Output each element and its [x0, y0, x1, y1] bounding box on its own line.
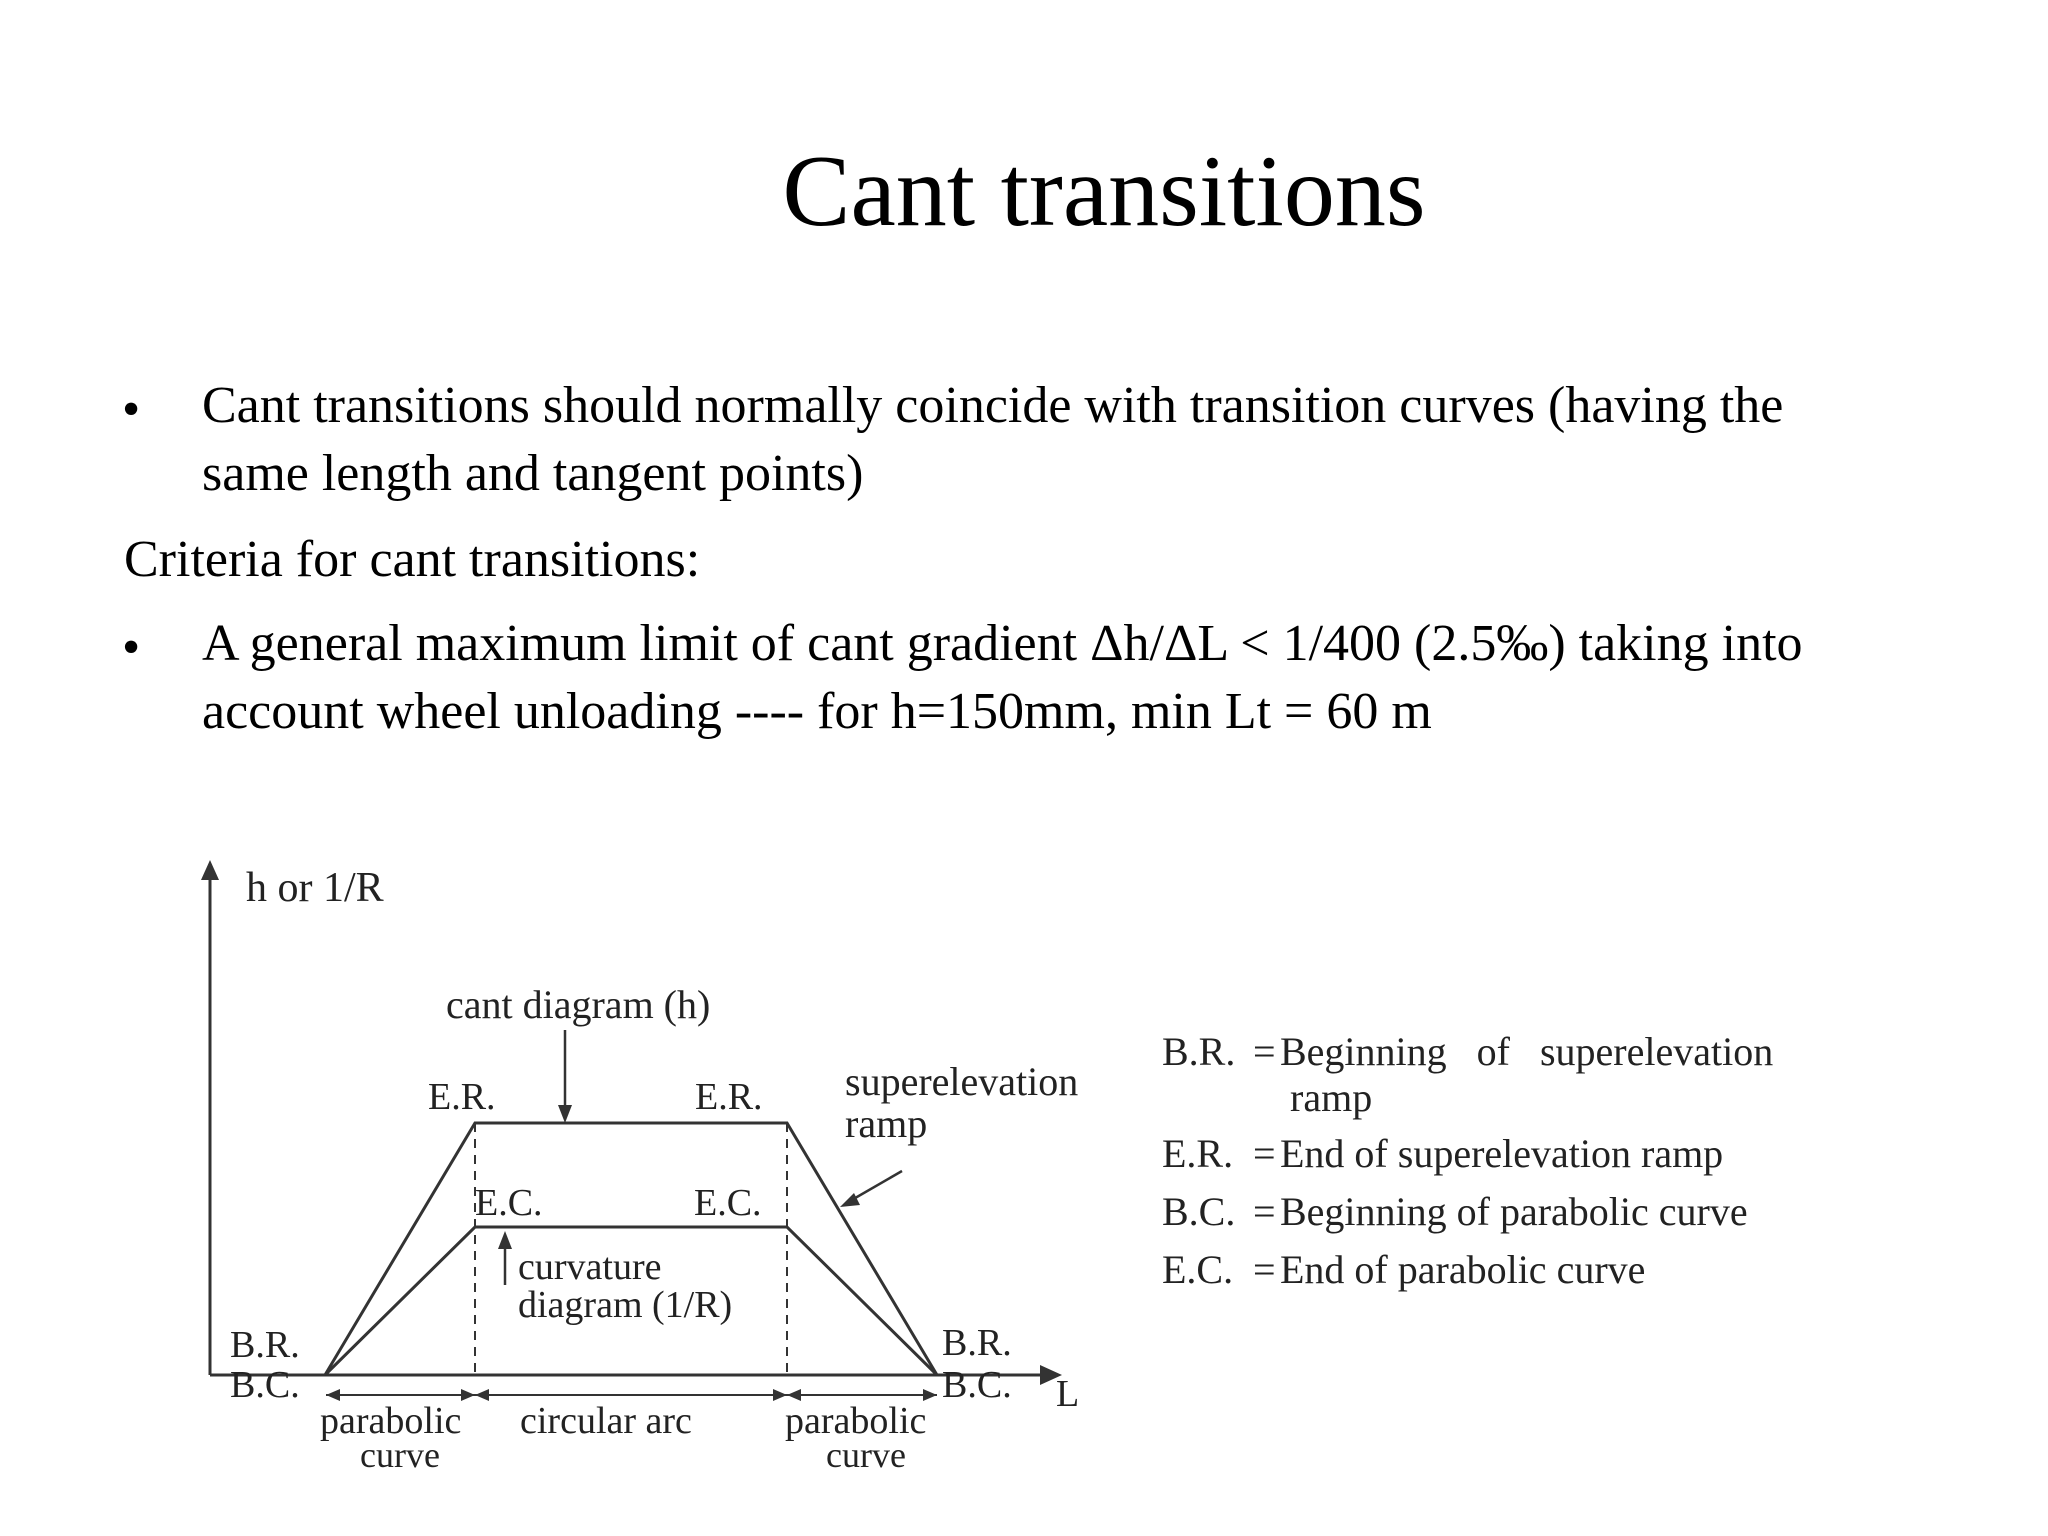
legend-br-definition-line2: ramp — [1290, 1075, 1373, 1120]
cant-diagram-svg — [190, 855, 1940, 1495]
ramp-label-line1: superelevation — [845, 1059, 1079, 1104]
legend-ec-equals: = — [1253, 1247, 1276, 1292]
curvature-label-line2: diagram (1/R) — [518, 1284, 733, 1326]
ramp-label-arrow-shaft — [850, 1171, 902, 1201]
y-axis-arrow — [201, 860, 219, 880]
legend-er-equals: = — [1253, 1131, 1276, 1176]
legend-er-definition: End of superelevation ramp — [1280, 1131, 1724, 1176]
slide-title: Cant transitions — [782, 135, 1426, 248]
er-left-label: E.R. — [428, 1076, 496, 1118]
bullet-marker-1: • — [122, 381, 141, 438]
ec-right-label: E.C. — [694, 1182, 762, 1224]
legend-br-equals: = — [1253, 1029, 1276, 1074]
bullet-text-1: Cant transitions should normally coincide with transition curves (having the same length and tangent points) — [202, 377, 1784, 502]
bc-left-label: B.C. — [230, 1364, 300, 1406]
x-axis-label: L — [1056, 1373, 1080, 1415]
segment-3-label-line2: curve — [826, 1435, 906, 1475]
segment-3-label-line1: parabolic — [785, 1400, 927, 1442]
segment-1-label-line1: parabolic — [320, 1400, 462, 1442]
ramp-label-line2: ramp — [845, 1101, 928, 1146]
bullet-text-2: A general maximum limit of cant gradient Δh/ΔL < 1/400 (2.5‰) taking into account wheel unloading ---- for h=150mm, min Lt = 60 m — [202, 615, 1803, 740]
y-axis-label: h or 1/R — [246, 865, 384, 911]
curvature-label-arrow-head — [498, 1231, 512, 1249]
legend-er-abbr: E.R. — [1162, 1131, 1234, 1176]
legend-br-definition-line1: Beginning of superelevation — [1280, 1029, 1774, 1074]
ec-left-label: E.C. — [475, 1182, 543, 1224]
segment-arrow-2-start — [475, 1389, 489, 1401]
br-right-label: B.R. — [942, 1322, 1012, 1364]
legend-ec-definition: End of parabolic curve — [1280, 1247, 1646, 1292]
legend-bc-equals: = — [1253, 1189, 1276, 1234]
cant-diagram-label: cant diagram (h) — [446, 982, 711, 1027]
curvature-label-line1: curvature — [518, 1246, 662, 1288]
bullet-marker-2: • — [122, 619, 141, 676]
legend-bc-definition: Beginning of parabolic curve — [1280, 1189, 1748, 1234]
cant-transition-figure — [190, 855, 1940, 1495]
segment-1-label-line2: curve — [360, 1435, 440, 1475]
criteria-heading: Criteria for cant transitions: — [124, 531, 701, 588]
er-right-label: E.R. — [695, 1076, 763, 1118]
legend-br-abbr: B.R. — [1162, 1029, 1236, 1074]
br-left-label: B.R. — [230, 1324, 300, 1366]
ramp-label-arrow-head — [840, 1193, 860, 1207]
segment-2-label: circular arc — [520, 1400, 692, 1442]
segment-arrow-1-end — [461, 1389, 475, 1401]
abbreviation-legend — [1162, 1029, 1773, 1292]
bc-right-label: B.C. — [942, 1364, 1012, 1406]
legend-bc-abbr: B.C. — [1162, 1189, 1236, 1234]
cant-label-arrow-head — [558, 1105, 572, 1123]
legend-ec-abbr: E.C. — [1162, 1247, 1234, 1292]
